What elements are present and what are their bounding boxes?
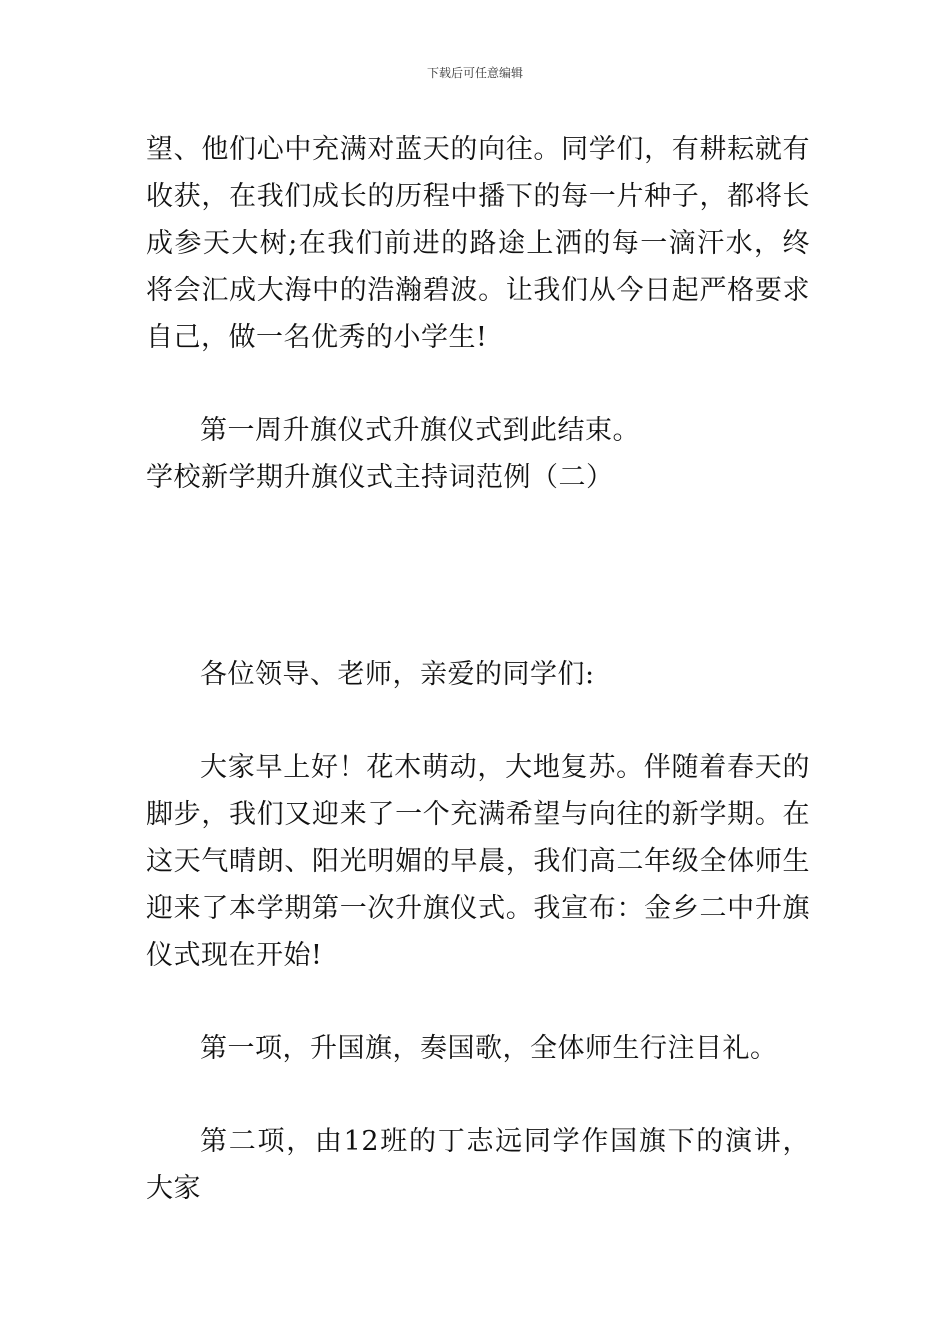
paragraph-greeting: 各位领导、老师，亲爱的同学们:: [200, 659, 595, 690]
paragraph-opening: 大家早上好！花木萌动，大地复苏。伴随着春天的脚步，我们又迎来了一个充满希望与向往的新学期。在这天气晴朗、阳光明媚的早晨，我们高二年级全体师生迎来了本学期第一次升旗仪式。我宣布：金乡二中升旗仪式现在开始!: [146, 752, 810, 971]
document-body: [146, 126, 810, 1212]
paragraph-closing-remarks: 望、他们心中充满对蓝天的向往。同学们，有耕耘就有收获，在我们成长的历程中播下的每一片种子，都将长成参天大树;在我们前进的路途上洒的每一滴汗水，终将会汇成大海中的浩瀚碧波。让我们从今日起严格要求自己，做一名优秀的小学生!: [146, 134, 810, 353]
paragraph-item-two: 第二项，由12班的丁志远同学作国旗下的演讲，大家: [146, 1126, 810, 1204]
page-header: 下载后可任意编辑: [426, 66, 523, 80]
paragraph-ceremony-end: 第一周升旗仪式升旗仪式到此结束。: [200, 415, 640, 446]
section-title: 学校新学期升旗仪式主持词范例（二）: [146, 462, 614, 493]
paragraph-item-one: 第一项，升国旗，奏国歌，全体师生行注目礼。: [200, 1033, 778, 1064]
